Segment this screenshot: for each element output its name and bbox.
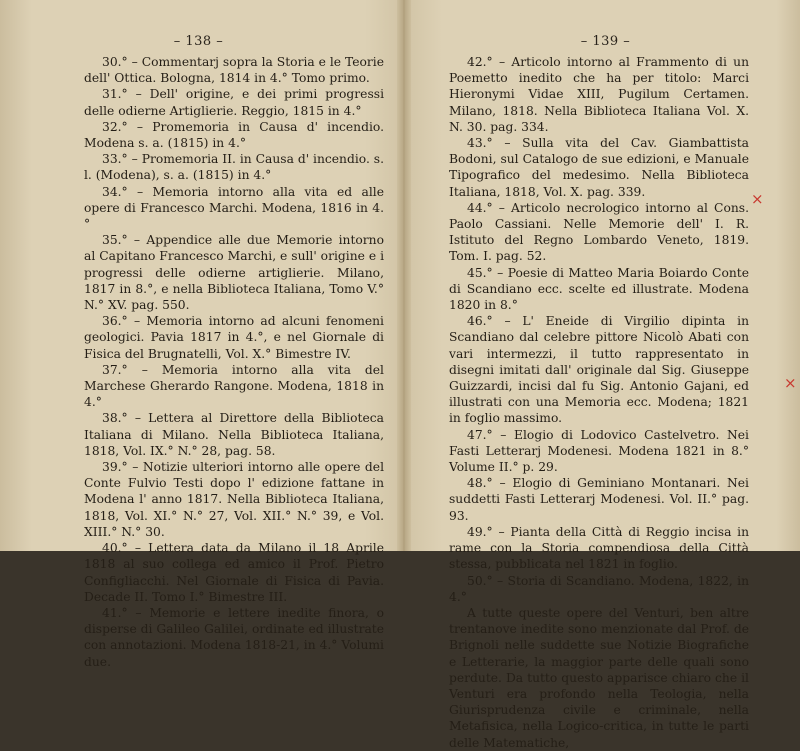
bibliography-entry: 40.° – Lettera data da Milano il 18 Aprile 1818 al suo collega ed amico il Prof. Pietro Configliacchi. Nel Giornale di Fisica di Pavia. Decade II. Tomo I.° Bimestre III. [84,541,384,604]
page-number-left: – 138 – [173,34,224,49]
right-page-text [449,54,749,751]
bibliography-entry: 42.° – Articolo intorno al Frammento di un Poemetto inedito che ha per titolo: Marci Hieronymi Vidae XIII, Pugilum Certamen. Milano, 1818. Nella Biblioteca Italiana Vol. X. N. 30. pag. 334. [449,55,749,134]
closing-paragraph: A tutte queste opere del Venturi, ben altre trentanove inedite sono menzionate dal Prof. de Brignoli nelle suddette sue Notizie Biografiche e Letterarie, la maggior parte delle quali sono perdute. Da tutto questo apparisce chiaro che il Venturi era profondo nella Teologia, nella Giurisprudenza civile e criminale, nella Metafisica, nella Logico-critica, in tutte le parti delle Matematiche, [449,605,749,750]
bibliography-entry: 44.° – Articolo necrologico intorno al Cons. Paolo Cassiani. Nelle Memorie dell' I. R. Istituto del Regno Lombardo Veneto, 1819. Tom. I. pag. 52. [449,200,749,264]
bibliography-entry: 41.° – Memorie e lettere inedite finora, o disperse di Galileo Galilei, ordinate ed illustrate con annotazioni. Modena 1818-21, in 4.° Volumi due. [84,605,384,669]
bibliography-entry: 45.° – Poesie di Matteo Maria Boiardo Conte di Scandiano ecc. scelte ed illustrate. Modena 1820 in 8.° [449,265,749,313]
bibliography-entry: 37.° – Memoria intorno alla vita del Marchese Gherardo Rangone. Modena, 1818 in 4.° [84,362,384,410]
bibliography-entry: 32.° – Promemoria in Causa d' incendio. Modena s. a. (1815) in 4.° [84,119,384,151]
bibliography-entry: 36.° – Memoria intorno ad alcuni fenomeni geologici. Pavia 1817 in 4.°, e nel Giornale di Fisica del Brugnatelli, Vol. X.° Bimestre IV. [84,314,384,361]
left-page [0,0,397,669]
bibliography-entry: 30.° – Commentarj sopra la Storia e le Teorie dell' Ottica. Bologna, 1814 in 4.° Tomo primo. [84,55,384,86]
right-page [411,0,800,750]
bibliography-entry: 35.° – Appendice alle due Memorie intorno al Capitano Francesco Marchi, e sull' origine e i progressi delle odierne artiglierie. Milano, 1817 in 8.°, e nella Biblioteca Italiana, Tomo V.° N.° XV. pag. 550. [84,233,384,313]
left-page-text [84,54,384,670]
bibliography-entry: 34.° – Memoria intorno alla vita ed alle opere di Francesco Marchi. Modena, 1816 in 4.° [84,184,384,232]
book-gutter [397,0,411,551]
bibliography-entry: 50.° – Storia di Scandiano. Modena, 1822, in 4.° [449,573,749,604]
bibliography-entry: 49.° – Pianta della Città di Reggio incisa in rame con la Storia compendiosa della Città stessa, pubblicata nel 1821 in foglio. [449,524,749,572]
red-cross-mark-2: × [784,374,797,392]
bibliography-entry: 48.° – Elogio di Geminiano Montanari. Nei suddetti Fasti Letterarj Modenesi. Vol. II.° pag. 93. [449,476,749,523]
red-cross-mark-1: × [751,190,764,208]
bibliography-entry: 31.° – Dell' origine, e dei primi progressi delle odierne Artiglierie. Reggio, 1815 in 4.° [84,87,384,118]
bibliography-entry: 33.° – Promemoria II. in Causa d' incendio. s. l. (Modena), s. a. (1815) in 4.° [84,152,384,183]
bibliography-entry: 38.° – Lettera al Direttore della Biblioteca Italiana di Milano. Nella Biblioteca Italiana, 1818, Vol. IX.° N.° 28, pag. 58. [84,411,384,458]
bibliography-entry: 39.° – Notizie ulteriori intorno alle opere del Conte Fulvio Testi dopo l' edizione fattane in Modena l' anno 1817. Nella Biblioteca Italiana, 1818, Vol. XI.° N.° 27, Vol. XII.° N.° 39, e Vol. XIII.° N.° 30. [84,460,384,539]
page-number-right: – 139 – [580,34,631,49]
bibliography-entry: 47.° – Elogio di Lodovico Castelvetro. Nei Fasti Letterarj Modenesi. Modena 1821 in 8.° Volume II.° p. 29. [449,427,749,475]
bibliography-entry: 46.° – L' Eneide di Virgilio dipinta in Scandiano dal celebre pittore Nicolò Abati con vari intermezzi, il tutto rappresentato in disegni imitati dall' originale dal Sig. Giuseppe Guizzardi, incisi dal fu Sig. Antonio Gajani, ed illustrati con una Memoria ecc. Modena; 1821 in foglio massimo. [449,314,749,426]
bibliography-entry: 43.° – Sulla vita del Cav. Giambattista Bodoni, sul Catalogo de sue edizioni, e Manuale Tipografico del medesimo. Nella Biblioteca Italiana, 1818, Vol. X. pag. 339. [449,136,749,199]
